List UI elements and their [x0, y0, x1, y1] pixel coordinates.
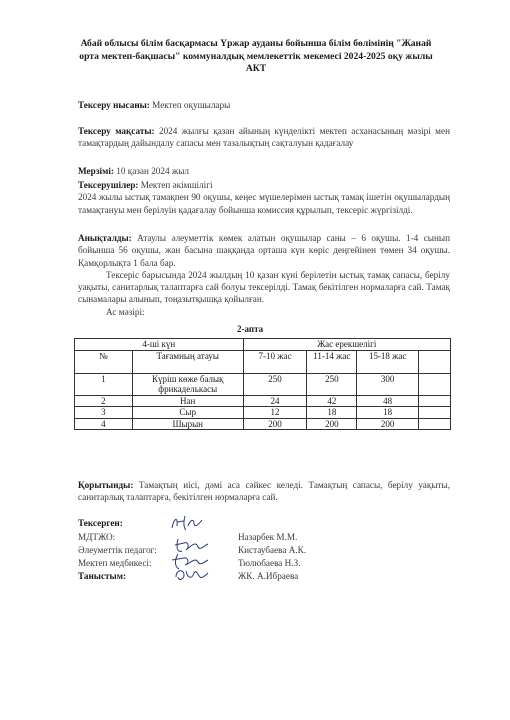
acquainted-label: Таныстым: — [78, 571, 127, 581]
row-number: 4 — [75, 418, 133, 430]
food-name: Нан — [132, 395, 243, 407]
inspectors-text: 2024 жылы ыстық тамақпен 90 оқушы, кеңес мүшелерімен ыстық тамақ ішетін оқушылардың тамақтануы мен берілуін қадағалау бойынша комиссия құрылып, тексеріс жүргізілді. — [78, 192, 450, 215]
week-label: 2-апта — [237, 324, 264, 334]
food-name: Шырын — [132, 418, 243, 430]
value-7-10: 200 — [243, 418, 307, 430]
table-row — [75, 418, 451, 430]
value-15-18: 18 — [357, 407, 419, 419]
object-value: Мектеп оқушылары — [149, 100, 231, 110]
inspection-purpose — [78, 125, 450, 150]
empty-col — [419, 350, 451, 373]
inspection-object — [78, 99, 450, 111]
menu-table — [74, 338, 451, 430]
value-11-14: 250 — [307, 373, 357, 395]
period-label: Мерзімі: — [78, 166, 114, 176]
food-header: Тағамның атауы — [132, 350, 243, 373]
period-value: 10 қазан 2024 жыл — [113, 166, 189, 176]
age-header: Жас ерекшелігі — [243, 339, 450, 351]
food-name: Күріш көже балық фрикаделькасы — [132, 373, 243, 395]
sign-name-3: Тюлюбаева Н.З. — [238, 558, 301, 568]
row-number: 3 — [75, 407, 133, 419]
sign-role-2: Әлеуметтік педагог: — [78, 545, 157, 555]
value-7-10: 250 — [243, 373, 307, 395]
title-line-3: АКТ — [245, 63, 267, 74]
inspectors-label: Тексерушілер: — [78, 180, 139, 190]
num-header: № — [75, 350, 133, 373]
empty-cell — [419, 373, 451, 395]
day-header: 4-ші күн — [75, 339, 244, 351]
title-line-1: Абай облысы білім басқармасы Үржар ауданы бойынша білім бөлімінің "Жанай — [80, 38, 432, 49]
inspectors-block — [78, 179, 450, 216]
value-15-18: 48 — [357, 395, 419, 407]
purpose-value: 2024 жылғы қазан айының күнделікті мектеп асханасының мәзірі мен тамақтардың дайындалу сапасы мен тазалықтың сақталуын қадағалау — [78, 126, 450, 149]
findings-text: Тексеріс барысында 2024 жылдың 10 қазан күні берілетін ыстық тамақ сапасы, берілу уақыты, санитарлық талаптарға сай болуы тексерілді. Тамақ бекітілген нормаларға сай. Тамақ сынамалары алынып, тоңазытқышқа қойылған. — [78, 269, 450, 305]
table-row — [75, 407, 451, 419]
table-row — [75, 373, 451, 395]
table-header-row-1 — [75, 339, 451, 351]
age-col-1: 7-10 жас — [243, 350, 307, 373]
value-15-18: 300 — [357, 373, 419, 395]
signature-4 — [172, 565, 212, 585]
value-11-14: 200 — [307, 418, 357, 430]
purpose-label: Тексеру мақсаты: — [78, 126, 155, 136]
food-name: Сыр — [132, 407, 243, 419]
acquainted-name: ЖК. А.Ибраева — [238, 571, 299, 581]
findings-value: Атаулы әлеуметтік көмек алатын оқушылар саны – 6 оқушы. 1-4 сынып бойынша 56 оқушы, жан басына шаққанда орташа күн көріс деңгейінен төмен 34 оқушы. Қамқорлықта 1 бала бар. — [78, 233, 450, 268]
row-number: 2 — [75, 395, 133, 407]
age-col-3: 15-18 жас — [357, 350, 419, 373]
findings-block — [78, 232, 450, 318]
inspection-period — [78, 165, 450, 177]
conclusion-label: Қорытынды: — [78, 480, 134, 490]
sign-name-1: Назарбек М.М. — [238, 532, 298, 542]
table-header-row-2 — [75, 350, 451, 373]
empty-cell — [419, 395, 451, 407]
conclusion-value: Тамақтың иісі, дәмі аса сәйкес келеді. Тамақтың сапасы, берілу уақыты, санитарлық талаптарға, бекітілген нормаларға сай. — [78, 480, 450, 503]
value-11-14: 18 — [307, 407, 357, 419]
document-title — [60, 38, 452, 76]
signature-1 — [168, 512, 208, 534]
conclusion-block — [78, 479, 450, 504]
title-line-2: орта мектеп-бақшасы" коммуналдық мемлекеттік мекемесі 2024-2025 оқу жылы — [79, 50, 433, 62]
value-7-10: 24 — [243, 395, 307, 407]
inspectors-value: Мектеп әкімшілігі — [138, 180, 213, 190]
age-col-2: 11-14 жас — [307, 350, 357, 373]
table-row — [75, 395, 451, 407]
object-label: Тексеру нысаны: — [78, 100, 150, 110]
value-15-18: 200 — [357, 418, 419, 430]
sign-role-1: МДТЖО: — [78, 532, 116, 542]
menu-label: Ас мәзірі: — [106, 306, 145, 317]
findings-label: Анықталды: — [78, 233, 132, 243]
checked-label: Тексерген: — [78, 518, 123, 528]
sign-role-3: Мектеп медбикесі: — [78, 558, 152, 568]
value-7-10: 12 — [243, 407, 307, 419]
empty-cell — [419, 407, 451, 419]
empty-cell — [419, 418, 451, 430]
value-11-14: 42 — [307, 395, 357, 407]
sign-name-2: Кистаубаева А.К. — [238, 545, 307, 555]
row-number: 1 — [75, 373, 133, 395]
